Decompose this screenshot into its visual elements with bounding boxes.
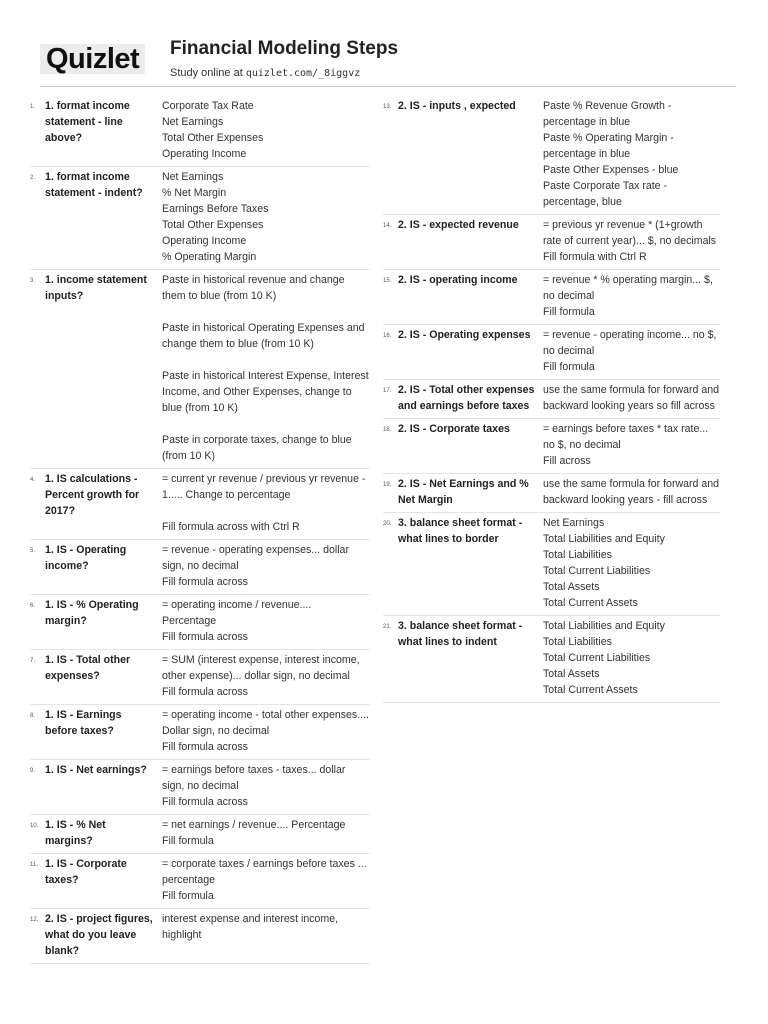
definition-line: Corporate Tax Rate <box>162 100 254 112</box>
definition-line: Total Liabilities <box>543 636 612 648</box>
definition-line: = earnings before taxes * tax rate... no $, no decimal <box>543 423 709 451</box>
definition-line: Paste in historical Interest Expense, Interest Income, and Other Expenses, change to blue (from 10 K) <box>162 370 369 414</box>
card-term: 1. IS - Total other expenses? <box>45 654 131 682</box>
definition-line: = corporate taxes / earnings before taxes ... percentage <box>162 858 367 886</box>
definition-line: Total Other Expenses <box>162 132 264 144</box>
definition-line: Fill formula across <box>162 741 248 753</box>
card-term: 3. balance sheet format - what lines to indent <box>398 620 523 648</box>
card-row <box>383 380 720 419</box>
card-row <box>30 705 370 760</box>
card-definition <box>162 272 370 464</box>
definition-line: Net Earnings <box>162 171 224 183</box>
card-number: 18. <box>383 427 392 433</box>
quizlet-logo[interactable]: Quizlet <box>40 44 145 74</box>
card-definition <box>543 476 720 508</box>
card-definition <box>543 618 720 698</box>
card-number: 17. <box>383 388 392 394</box>
definition-line: Fill formula <box>162 890 214 902</box>
definition-line: Fill across <box>543 455 591 467</box>
definition-line: Fill formula <box>543 361 595 373</box>
card-term: 1. IS - Operating income? <box>45 544 127 572</box>
definition-line: = revenue - operating income... no $, no decimal <box>543 329 717 357</box>
card-term: 2. IS - inputs , expected <box>398 100 516 112</box>
card-row <box>30 469 370 540</box>
card-number: 20. <box>383 521 392 527</box>
definition-line: = previous yr revenue * (1+growth rate of current year)... $, no decimals <box>543 219 717 247</box>
definition-line: use the same formula for forward and backward looking years so fill across <box>543 384 720 412</box>
definition-line: Paste % Revenue Growth - percentage in blue <box>543 100 672 128</box>
card-number: 11. <box>30 862 38 868</box>
card-definition <box>543 272 720 320</box>
definition-line: Total Liabilities and Equity <box>543 620 665 632</box>
card-term: 2. IS - Operating expenses <box>398 329 531 341</box>
definition-line: interest expense and interest income, highlight <box>162 913 339 941</box>
definition-line: Total Current Liabilities <box>543 652 651 664</box>
definition-line: = revenue - operating expenses... dollar sign, no decimal <box>162 544 349 572</box>
definition-line: Fill formula across <box>162 686 248 698</box>
card-row <box>30 760 370 815</box>
definition-line: Total Current Liabilities <box>543 565 651 577</box>
card-definition <box>162 652 370 700</box>
card-number: 6. <box>30 603 36 609</box>
card-definition <box>162 762 370 810</box>
definition-line: Fill formula <box>543 306 595 318</box>
card-number: 10. <box>30 823 39 829</box>
card-definition <box>162 542 370 590</box>
definition-spacer <box>162 503 370 519</box>
definition-line: = revenue * % operating margin... $, no decimal <box>543 274 713 302</box>
card-row <box>383 419 720 474</box>
card-term: 1. IS - Earnings before taxes? <box>45 709 122 737</box>
card-number: 16. <box>383 333 392 339</box>
definition-line: Fill formula <box>162 835 214 847</box>
card-term: 2. IS - Net Earnings and % Net Margin <box>398 478 529 506</box>
definition-spacer <box>162 352 370 368</box>
card-row <box>383 96 720 215</box>
definition-line: Paste Other Expenses - blue <box>543 164 679 176</box>
definition-line: Paste % Operating Margin - percentage in blue <box>543 132 674 160</box>
definition-line: = operating income / revenue.... <box>162 599 312 611</box>
definition-line: Net Earnings <box>162 116 224 128</box>
card-definition <box>543 515 720 611</box>
card-row <box>30 270 370 469</box>
definition-line: Paste Corporate Tax rate - percentage, blue <box>543 180 668 208</box>
definition-line: Total Liabilities <box>543 549 612 561</box>
definition-spacer <box>162 304 370 320</box>
card-number: 19. <box>383 482 392 488</box>
definition-line: = SUM (interest expense, interest income, other expense)... dollar sign, no decimal <box>162 654 360 682</box>
card-row <box>30 909 370 964</box>
definition-line: Fill formula across <box>162 796 248 808</box>
card-term: 1. format income statement - line above? <box>45 100 130 144</box>
card-definition <box>543 217 720 265</box>
card-row <box>383 215 720 270</box>
card-term: 2. IS - operating income <box>398 274 518 286</box>
definition-line: % Net Margin <box>162 187 227 199</box>
card-definition <box>162 597 370 645</box>
card-row <box>383 616 720 703</box>
study-online-prefix: Study online at <box>170 67 246 79</box>
card-number: 2. <box>30 175 36 181</box>
card-row <box>30 167 370 270</box>
card-row <box>383 474 720 513</box>
definition-line: Total Current Assets <box>543 597 638 609</box>
definition-line: use the same formula for forward and backward looking years - fill across <box>543 478 720 506</box>
definition-line: Total Other Expenses <box>162 219 264 231</box>
card-number: 12. <box>30 917 39 923</box>
card-term: 3. balance sheet format - what lines to border <box>398 517 523 545</box>
definition-spacer <box>162 416 370 432</box>
cards-column-right <box>383 96 720 703</box>
card-term: 1. format income statement - indent? <box>45 171 143 199</box>
card-term: 2. IS - Corporate taxes <box>398 423 510 435</box>
card-number: 3. <box>30 278 36 284</box>
card-definition <box>543 98 720 210</box>
card-definition <box>543 327 720 375</box>
definition-line: Total Assets <box>543 668 600 680</box>
definition-line: Total Assets <box>543 581 600 593</box>
definition-line: = current yr revenue / previous yr revenue - 1..... Change to percentage <box>162 473 366 501</box>
card-definition <box>162 98 370 162</box>
card-row <box>383 513 720 616</box>
card-term: 2. IS - expected revenue <box>398 219 519 231</box>
definition-line: Paste in historical revenue and change them to blue (from 10 K) <box>162 274 345 302</box>
card-term: 1. IS - Corporate taxes? <box>45 858 127 886</box>
card-term: 1. income statement inputs? <box>45 274 147 302</box>
card-number: 4. <box>30 477 36 483</box>
definition-line: Fill formula across with Ctrl R <box>162 521 300 533</box>
card-term: 1. IS calculations - Percent growth for 2017? <box>45 473 140 517</box>
card-number: 21. <box>383 624 392 630</box>
definition-line: Operating Income <box>162 148 247 160</box>
definition-line: Total Liabilities and Equity <box>543 533 665 545</box>
definition-line: Fill formula with Ctrl R <box>543 251 647 263</box>
definition-line: Fill formula across <box>162 576 248 588</box>
card-row <box>30 595 370 650</box>
card-number: 5. <box>30 548 36 554</box>
card-row <box>30 650 370 705</box>
card-number: 9. <box>30 768 36 774</box>
definition-line: = net earnings / revenue.... Percentage <box>162 819 346 831</box>
card-row <box>30 540 370 595</box>
study-online-line <box>170 67 360 79</box>
cards-column-left <box>30 96 370 964</box>
definition-line: = operating income - total other expenses.... Dollar sign, no decimal <box>162 709 369 737</box>
card-number: 8. <box>30 713 36 719</box>
study-url-link[interactable]: quizlet.com/_8iggvz <box>245 68 361 79</box>
card-number: 14. <box>383 223 392 229</box>
card-definition <box>543 421 720 469</box>
card-term: 2. IS - Total other expenses and earnings before taxes <box>398 384 535 412</box>
definition-line: Paste in historical Operating Expenses and change them to blue (from 10 K) <box>162 322 365 350</box>
definition-line: Fill formula across <box>162 631 248 643</box>
card-number: 1. <box>30 104 36 110</box>
header-divider <box>40 86 736 87</box>
card-row <box>30 96 370 167</box>
definition-line: Earnings Before Taxes <box>162 203 269 215</box>
definition-line: Paste in corporate taxes, change to blue (from 10 K) <box>162 434 352 462</box>
page-header <box>40 30 736 86</box>
card-row <box>30 854 370 909</box>
page-title: Financial Modeling Steps <box>170 38 399 59</box>
card-term: 1. IS - Net earnings? <box>45 764 147 776</box>
card-definition <box>162 169 370 265</box>
definition-line: = earnings before taxes - taxes... dollar sign, no decimal <box>162 764 346 792</box>
card-row <box>30 815 370 854</box>
card-term: 1. IS - % Net margins? <box>45 819 106 847</box>
card-definition <box>162 471 370 535</box>
card-number: 15. <box>383 278 392 284</box>
card-term: 1. IS - % Operating margin? <box>45 599 139 627</box>
card-definition <box>162 856 370 904</box>
definition-line: % Operating Margin <box>162 251 257 263</box>
card-definition <box>162 911 370 943</box>
card-definition <box>162 707 370 755</box>
card-row <box>383 325 720 380</box>
card-definition <box>543 382 720 414</box>
card-number: 7. <box>30 658 36 664</box>
definition-line: Net Earnings <box>543 517 605 529</box>
card-number: 13. <box>383 104 392 110</box>
card-term: 2. IS - project figures, what do you leave blank? <box>45 913 153 957</box>
card-definition <box>162 817 370 849</box>
definition-line: Percentage <box>162 615 217 627</box>
card-row <box>383 270 720 325</box>
definition-line: Total Current Assets <box>543 684 638 696</box>
definition-line: Operating Income <box>162 235 247 247</box>
